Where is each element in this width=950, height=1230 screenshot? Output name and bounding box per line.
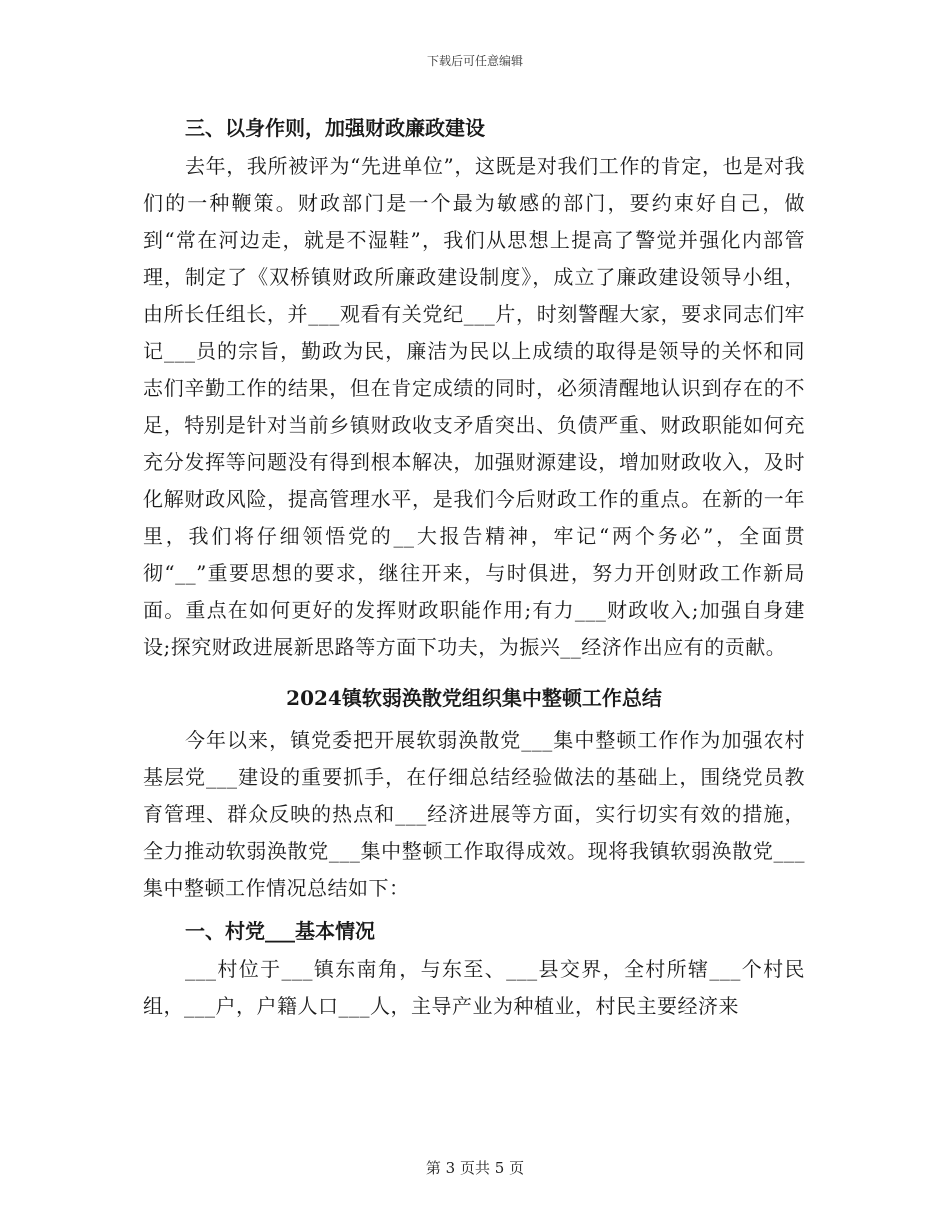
document-title: 2024镇软弱涣散党组织集中整顿工作总结 [286,686,662,710]
section-paragraph: 去年，我所被评为“先进单位”，这既是对我们工作的肯定，也是对我们的一种鞭策。财政部门是一个最为敏感的部门，要约束好自己，做到“常在河边走，就是不湿鞋”，我们从思想上提高了警觉并强化内部管理，制定了《双桥镇财政所廉政建设制度》，成立了廉政建设领导小组，由所长任组长，并___观看有关党纪___片，时刻警醒大家，要求同志们牢记___员的宗旨，勤政为民，廉洁为民以上成绩的取得是领导的关怀和同志们辛勤工作的结果，但在肯定成绩的同时，必须清醒地认识到存在的不足，特别是针对当前乡镇财政收支矛盾突出、负债严重、财政职能如何充充分发挥等问题没有得到根本解决，加强财源建设，增加财政收入，及时化解财政风险，提高管理水平，是我们今后财政工作的重点。在新的一年里，我们将仔细领悟党的__大报告精神，牢记“两个务必”，全面贯彻“__”重要思想的要求，继往开来，与时俱进，努力开创财政工作新局面。重点在如何更好的发挥财政职能作用;有力___财政收入;加强自身建设;探究财政进展新思路等方面下功夫，为振兴__经济作出应有的贡献。 [143,154,805,659]
page-header: 下载后可任意编辑 [426,54,523,68]
page-number: 第 3 页共 5 页 [425,1159,525,1177]
section-heading: 三、以身作则，加强财政廉政建设 [185,116,485,140]
document-body [143,108,805,1025]
subsection-heading: 一、村党___基本情况 [185,919,375,943]
subsection-paragraph: ___村位于___镇东南角，与东至、___县交界，全村所辖___个村民组，___户，户籍人口___人，主导产业为种植业，村民主要经济来 [143,957,805,1018]
intro-paragraph: 今年以来，镇党委把开展软弱涣散党___集中整顿工作作为加强农村基层党___建设的重要抓手，在仔细总结经验做法的基础上，围绕党员教育管理、群众反映的热点和___经济进展等方面，实行切实有效的措施，全力推动软弱涣散党___集中整顿工作取得成效。现将我镇软弱涣散党___集中整顿工作情况总结如下： [143,728,805,900]
